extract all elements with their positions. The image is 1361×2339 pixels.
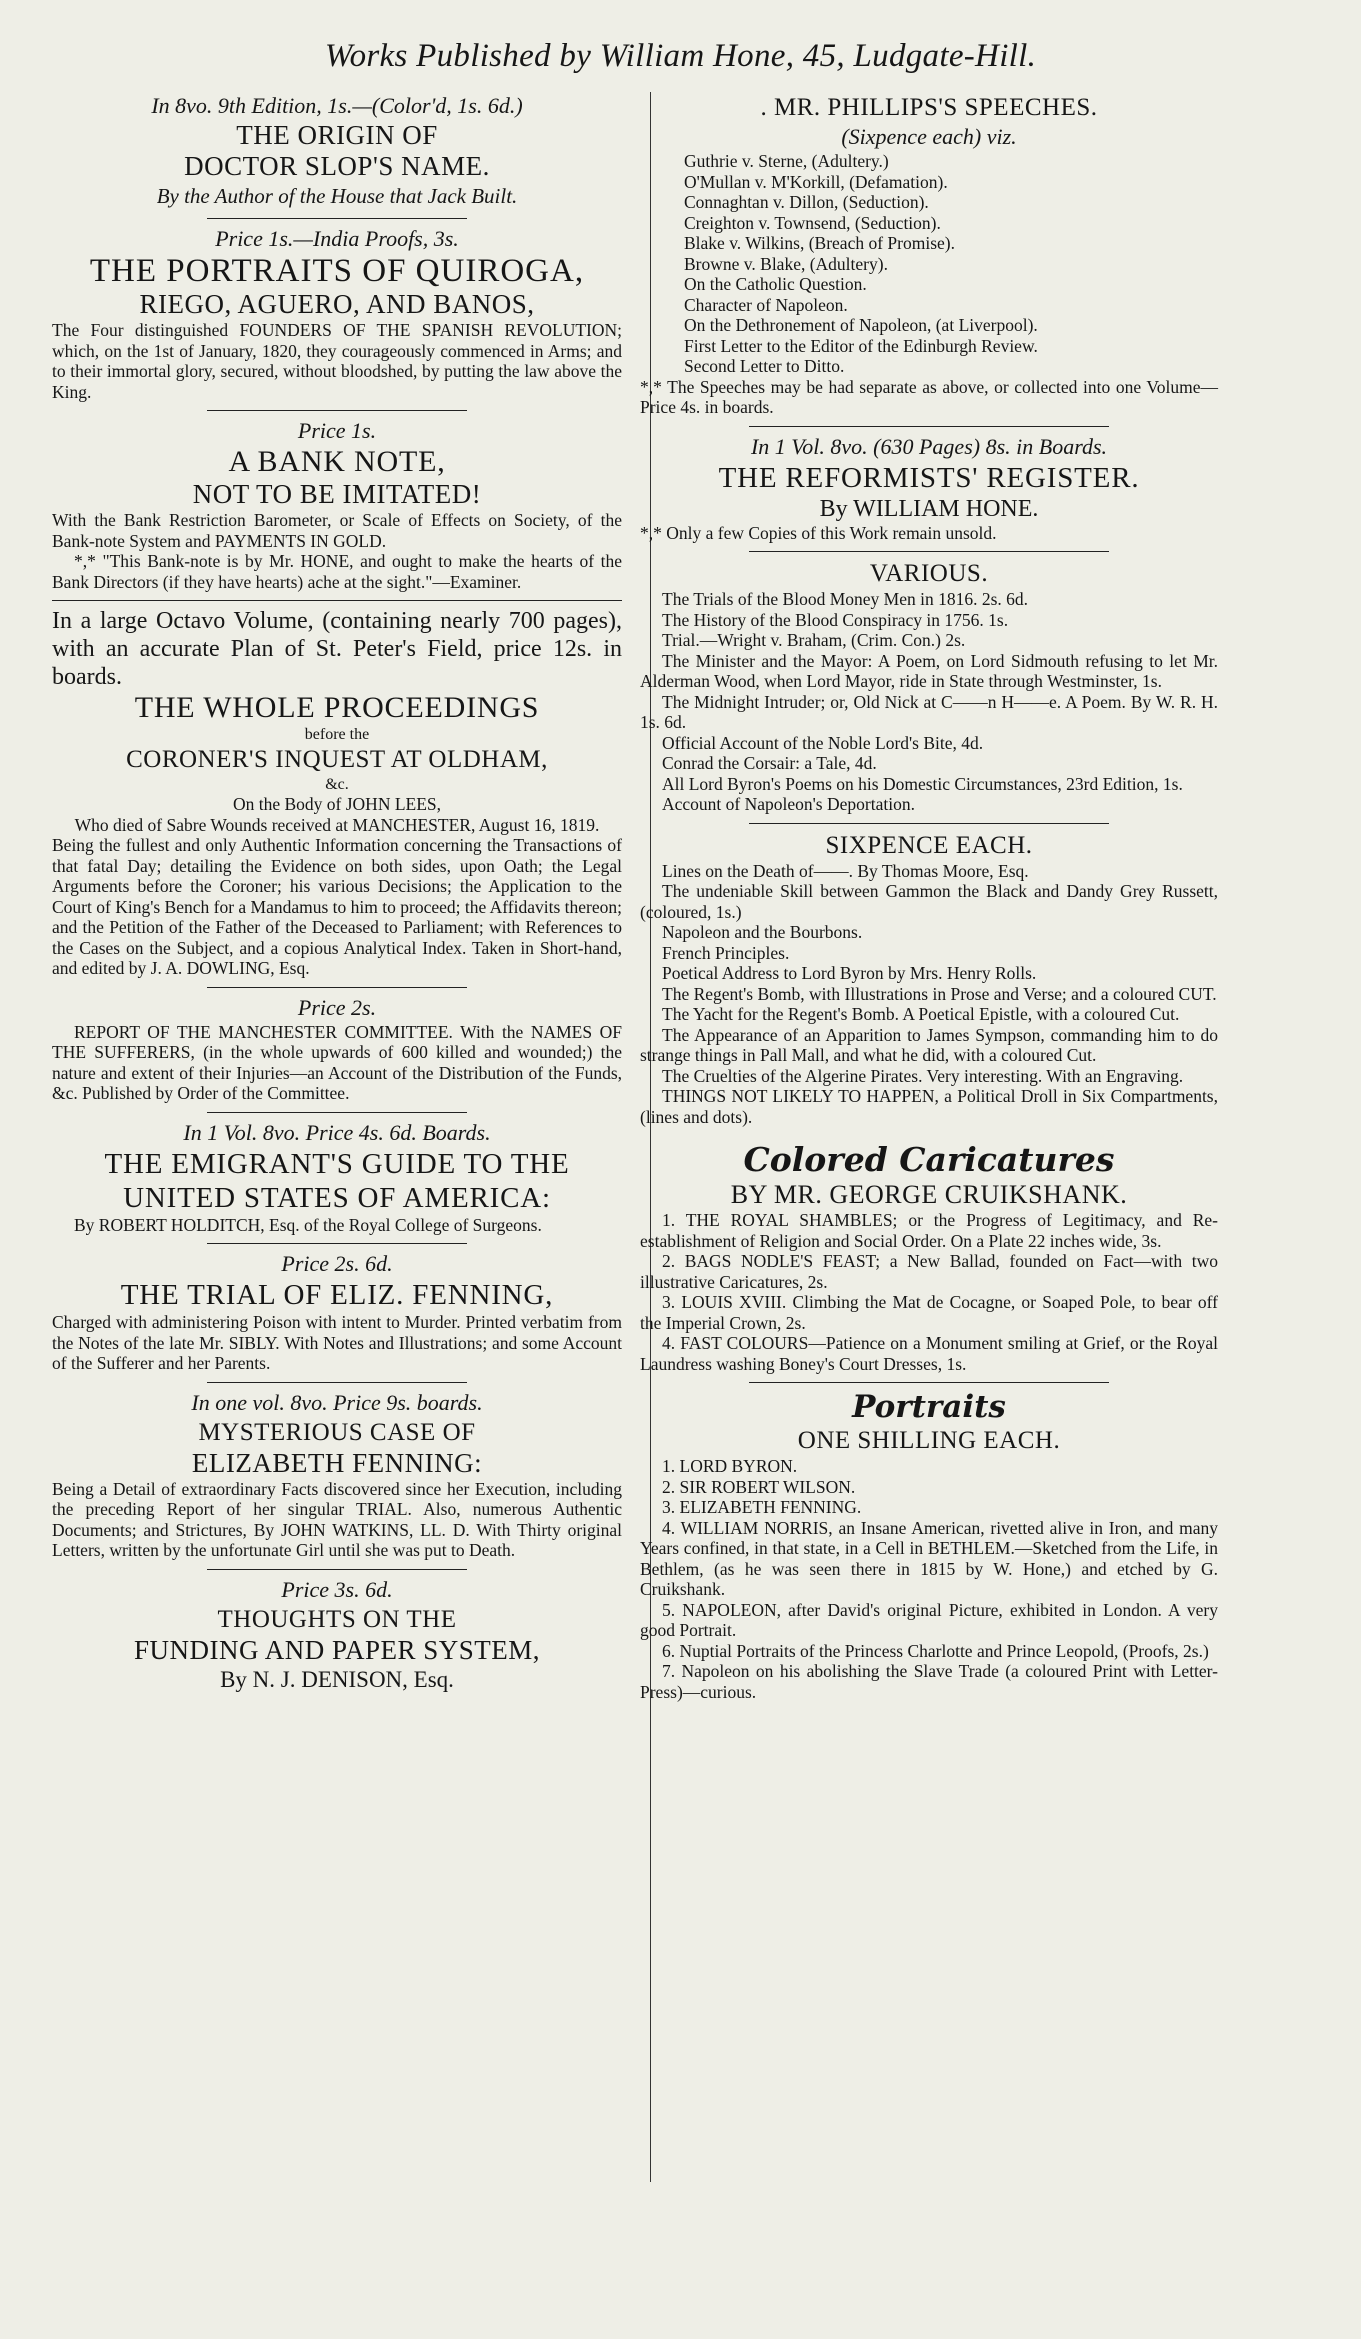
banknote-price: Price 1s. bbox=[297, 418, 377, 443]
list-item: The History of the Blood Conspiracy in 1756. 1s. bbox=[662, 609, 1009, 630]
emigrant-title-2: UNITED STATES OF AMERICA: bbox=[123, 1181, 551, 1214]
list-item: Connaghtan v. Dillon, (Seduction). bbox=[684, 192, 929, 212]
divider bbox=[207, 1112, 467, 1113]
quiroga-title-1: THE PORTRAITS OF QUIROGA, bbox=[89, 253, 585, 289]
list-item: The Regent's Bomb, with Illustrations in Prose and Verse; and a coloured CUT. bbox=[662, 983, 1217, 1004]
list-item: The Midnight Intruder; or, Old Nick at C——n H——e. A Poem. By W. R. H. 1s. 6d. bbox=[640, 691, 1218, 732]
divider bbox=[207, 1382, 467, 1383]
funding-title-2: FUNDING AND PAPER SYSTEM, bbox=[133, 1634, 541, 1665]
list-item: Second Letter to Ditto. bbox=[684, 356, 845, 376]
list-item: The Appearance of an Apparition to James Sympson, commanding him to do strange things in Pall Mall, and what he did, with a coloured Cut. bbox=[640, 1024, 1218, 1065]
list-item: 4. WILLIAM NORRIS, an Insane American, rivetted alive in Iron, and many Years confined, in that state, in a Cell in BETHLEM.—Sketched from the Life, in Bethlem, (as he was seen there in 1815 by W. Hone,) and etched by G. Cruikshank. bbox=[640, 1517, 1218, 1599]
list-item: Lines on the Death of——. By Thomas Moore, Esq. bbox=[662, 860, 1029, 881]
list-item: On the Dethronement of Napoleon, (at Liverpool). bbox=[684, 315, 1038, 335]
sixpence-list bbox=[640, 861, 1218, 1128]
slop-ad bbox=[52, 92, 622, 210]
oldham-ad bbox=[52, 607, 622, 979]
list-item: Conrad the Corsair: a Tale, 4d. bbox=[662, 753, 877, 773]
mysterious-title-1: MYSTERIOUS CASE OF bbox=[198, 1418, 476, 1446]
fenning-price: Price 2s. 6d. bbox=[281, 1251, 393, 1276]
list-item: The Minister and the Mayor: A Poem, on Lord Sidmouth refusing to let Mr. Alderman Wood, when Lord Mayor, ride in State through Westminster, 1s. bbox=[640, 650, 1218, 691]
list-item: THINGS NOT LIKELY TO HAPPEN, a Political Droll in Six Compartments, (lines and dots). bbox=[640, 1086, 1218, 1127]
caricatures-sub: BY MR. GEORGE CRUIKSHANK. bbox=[730, 1180, 1128, 1209]
register-price: In 1 Vol. 8vo. (630 Pages) 8s. in Boards. bbox=[750, 433, 1108, 459]
divider bbox=[207, 410, 467, 411]
list-item: 1. LORD BYRON. bbox=[662, 1456, 798, 1476]
list-item: French Principles. bbox=[662, 942, 790, 963]
divider bbox=[207, 987, 467, 988]
various-list bbox=[640, 589, 1218, 815]
phillips-sub: (Sixpence each) viz. bbox=[841, 124, 1017, 149]
divider bbox=[207, 1243, 467, 1244]
mysterious-body: Being a Detail of extraordinary Facts discovered since her Execution, including the preceding Report of her singular TRIAL. Also, numerous Authentic Documents; and Strictures, By JOHN WATKINS, LL. D. With Thirty original Letters, written by the unfortunate Girl until she was put to Death. bbox=[52, 1478, 622, 1560]
slop-title-1: THE ORIGIN OF bbox=[236, 120, 438, 150]
emigrant-ad bbox=[52, 1119, 622, 1236]
oldham-desc: Being the fullest and only Authentic Information concerning the Transactions of that fatal Day; detailing the Evidence on both sides, upon Oath; the Legal Arguments before the Coroner; his various Decisions; the Application to the Court of King's Bench for a Mandamus to him to proceed; the Affidavits thereon; and the Petition of the Father of the Deceased to Parliament; with References to the Cases on the Subject, and a copious Analytical Index. Taken in Short-hand, and edited by J. A. DOWLING, Esq. bbox=[52, 835, 623, 978]
various-ad bbox=[640, 558, 1218, 815]
sixpence-ad bbox=[640, 830, 1218, 1128]
list-item: The undeniable Skill between Gammon the Black and Dandy Grey Russett, (coloured, 1s.) bbox=[640, 881, 1218, 922]
list-item: 3. LOUIS XVIII. Climbing the Mat de Cocagne, or Soaped Pole, to bear off the Imperial Crown, 2s. bbox=[640, 1292, 1218, 1333]
list-item: All Lord Byron's Poems on his Domestic Circumstances, 23rd Edition, 1s. bbox=[662, 773, 1183, 794]
register-ad bbox=[640, 433, 1218, 544]
list-item: The Yacht for the Regent's Bomb. A Poetical Epistle, with a coloured Cut. bbox=[662, 1004, 1180, 1024]
oldham-intro: In a large Octavo Volume, (containing nearly 700 pages), with an accurate Plan of St. Peter's Field, price 12s. in boards. bbox=[52, 608, 622, 690]
quiroga-body: The Four distinguished FOUNDERS OF THE SPANISH REVOLUTION; which, on the 1st of January, 1820, they courageously commenced in Arms; and to their immortal glory, secured, without bloodshed, by putting the law above the King. bbox=[52, 320, 622, 402]
slop-title-2: DOCTOR SLOP'S NAME. bbox=[184, 151, 490, 181]
funding-ad bbox=[52, 1576, 622, 1694]
list-item: Blake v. Wilkins, (Breach of Promise). bbox=[684, 233, 955, 253]
register-note: *,* Only a few Copies of this Work remain unsold. bbox=[640, 522, 997, 543]
slop-author: By the Author of the House that Jack Built. bbox=[156, 184, 518, 208]
manchester-body: REPORT OF THE MANCHESTER COMMITTEE. With the NAMES OF THE SUFFERERS, (in the whole upwards of 600 killed and wounded;) the nature and extent of their Injuries—an Account of the Distribution of the Funds, &c. Published by Order of the Committee. bbox=[52, 1021, 622, 1103]
banknote-title-2: NOT TO BE IMITATED! bbox=[192, 479, 482, 509]
register-title: THE REFORMISTS' REGISTER. bbox=[718, 461, 1140, 494]
manchester-ad bbox=[52, 994, 622, 1104]
list-item: 6. Nuptial Portraits of the Princess Charlotte and Prince Leopold, (Proofs, 2s.) bbox=[662, 1640, 1209, 1661]
oldham-body-1: On the Body of JOHN LEES, bbox=[232, 794, 442, 814]
phillips-note: *,* The Speeches may be had separate as above, or collected into one Volume—Price 4s. in boards. bbox=[640, 376, 1218, 417]
list-item: 5. NAPOLEON, after David's original Picture, exhibited in London. A very good Portrait. bbox=[640, 1599, 1218, 1640]
mysterious-ad bbox=[52, 1389, 622, 1561]
oldham-title-2: CORONER'S INQUEST AT OLDHAM, bbox=[126, 746, 548, 773]
manchester-price: Price 2s. bbox=[297, 994, 377, 1020]
divider bbox=[749, 551, 1109, 552]
caricatures-title: Colored Caricatures bbox=[743, 1140, 1115, 1179]
emigrant-body: By ROBERT HOLDITCH, Esq. of the Royal College of Surgeons. bbox=[74, 1214, 542, 1235]
mysterious-price: In one vol. 8vo. Price 9s. boards. bbox=[191, 1389, 483, 1415]
funding-title-1: THOUGHTS ON THE bbox=[217, 1605, 457, 1633]
banknote-body: With the Bank Restriction Barometer, or Scale of Effects on Society, of the Bank-note System and PAYMENTS IN GOLD. bbox=[52, 510, 622, 551]
list-item: 4. FAST COLOURS—Patience on a Monument smiling at Grief, or the Royal Laundress washing Boney's Court Dresses, 1s. bbox=[640, 1333, 1218, 1374]
divider bbox=[749, 823, 1109, 824]
divider bbox=[749, 426, 1109, 427]
page-header: Works Published by William Hone, 45, Ludgate-Hill. bbox=[324, 38, 1037, 74]
list-item: O'Mullan v. M'Korkill, (Defamation). bbox=[684, 171, 948, 192]
quiroga-ad bbox=[52, 225, 622, 402]
list-item: Guthrie v. Sterne, (Adultery.) bbox=[684, 151, 889, 171]
left-column bbox=[52, 92, 622, 1694]
list-item: 2. SIR ROBERT WILSON. bbox=[662, 1476, 856, 1497]
portraits-sub: ONE SHILLING EACH. bbox=[797, 1427, 1061, 1454]
emigrant-price: In 1 Vol. 8vo. Price 4s. 6d. Boards. bbox=[183, 1119, 491, 1145]
list-item: Browne v. Blake, (Adultery). bbox=[684, 253, 888, 274]
quiroga-price: Price 1s.—India Proofs, 3s. bbox=[215, 226, 459, 251]
portraits-list bbox=[640, 1456, 1218, 1702]
list-item: On the Catholic Question. bbox=[684, 274, 867, 294]
list-item: First Letter to the Editor of the Edinburgh Review. bbox=[684, 335, 1038, 356]
oldham-title-1: THE WHOLE PROCEEDINGS bbox=[134, 691, 540, 724]
list-item: Official Account of the Noble Lord's Bite, 4d. bbox=[662, 732, 984, 753]
list-item: Napoleon and the Bourbons. bbox=[662, 922, 863, 942]
fenning-body: Charged with administering Poison with intent to Murder. Printed verbatim from the Notes of the late Mr. SIBLY. With Notes and Illustrations; and some Account of the Sufferer and her Parents. bbox=[52, 1312, 622, 1373]
fenning-ad bbox=[52, 1250, 622, 1374]
list-item: Trial.—Wright v. Braham, (Crim. Con.) 2s. bbox=[662, 630, 966, 650]
register-author: By WILLIAM HONE. bbox=[819, 495, 1039, 522]
divider bbox=[207, 218, 467, 219]
list-item: The Trials of the Blood Money Men in 1816. 2s. 6d. bbox=[662, 589, 1029, 609]
phillips-ad bbox=[640, 92, 1218, 418]
list-item: Creighton v. Townsend, (Seduction). bbox=[684, 212, 941, 233]
sixpence-title: SIXPENCE EACH. bbox=[825, 831, 1033, 859]
quiroga-title-2: RIEGO, AGUERO, AND BANOS, bbox=[139, 289, 535, 319]
divider bbox=[207, 1569, 467, 1570]
right-column bbox=[640, 92, 1218, 1702]
fenning-title: THE TRIAL OF ELIZ. FENNING, bbox=[120, 1279, 554, 1311]
list-item: Poetical Address to Lord Byron by Mrs. Henry Rolls. bbox=[662, 963, 1037, 983]
phillips-title: . MR. PHILLIPS'S SPEECHES. bbox=[760, 94, 1098, 121]
list-item: Character of Napoleon. bbox=[684, 294, 848, 315]
list-item: 7. Napoleon on his abolishing the Slave Trade (a coloured Print with Letter-Press)—curious. bbox=[640, 1661, 1218, 1702]
oldham-body-2: Who died of Sabre Wounds received at MANCHESTER, August 16, 1819. bbox=[74, 814, 600, 835]
funding-author: By N. J. DENISON, Esq. bbox=[220, 1666, 454, 1692]
mysterious-title-2: ELIZABETH FENNING: bbox=[191, 1447, 483, 1478]
oldham-before: before the bbox=[304, 726, 370, 743]
phillips-list bbox=[640, 151, 1218, 377]
divider bbox=[749, 1382, 1109, 1383]
various-title: VARIOUS. bbox=[869, 560, 989, 587]
divider bbox=[52, 600, 622, 601]
list-item: The Cruelties of the Algerine Pirates. Very interesting. With an Engraving. bbox=[662, 1065, 1184, 1086]
oldham-etc: &c. bbox=[325, 776, 349, 793]
slop-price: In 8vo. 9th Edition, 1s.—(Color'd, 1s. 6d.) bbox=[151, 93, 523, 118]
list-item: 3. ELIZABETH FENNING. bbox=[662, 1497, 862, 1517]
portraits-ad bbox=[640, 1389, 1218, 1702]
funding-price: Price 3s. 6d. bbox=[281, 1576, 393, 1602]
caricatures-ad bbox=[640, 1141, 1218, 1374]
portraits-title: Portraits bbox=[852, 1389, 1006, 1425]
list-item: 2. BAGS NODLE'S FEAST; a New Ballad, founded on Fact—with two illustrative Caricatures, 2s. bbox=[640, 1251, 1218, 1292]
caricatures-list bbox=[640, 1210, 1218, 1374]
banknote-ad bbox=[52, 417, 622, 592]
banknote-title-1: A BANK NOTE, bbox=[228, 445, 446, 478]
banknote-quote: *,* "This Bank-note is by Mr. HONE, and ought to make the hearts of the Bank Directors (if they have hearts) ache at the sight."—Examiner. bbox=[52, 551, 622, 592]
list-item: 1. THE ROYAL SHAMBLES; or the Progress of Legitimacy, and Re-establishment of Religion and Social Order. On a Plate 22 inches wide, 3s. bbox=[640, 1210, 1218, 1251]
list-item: Account of Napoleon's Deportation. bbox=[662, 794, 915, 814]
emigrant-title-1: THE EMIGRANT'S GUIDE TO THE bbox=[104, 1147, 570, 1180]
